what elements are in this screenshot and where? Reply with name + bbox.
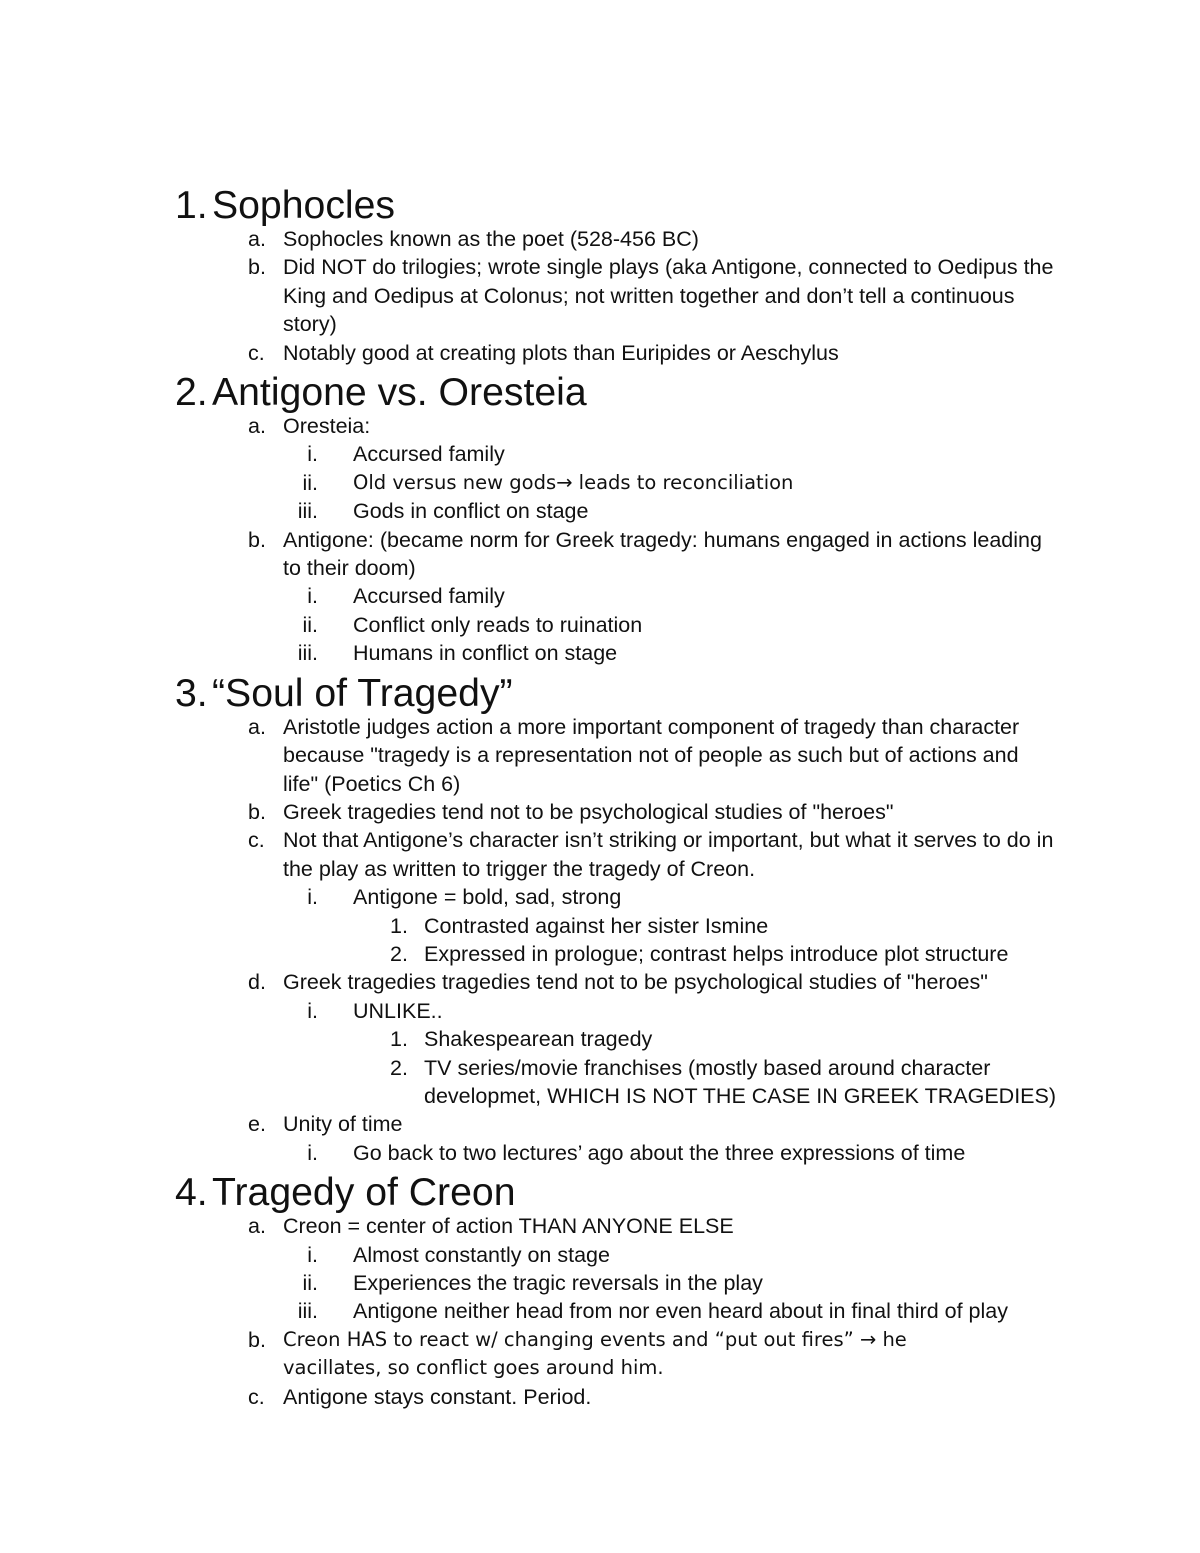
sub-list: [0, 582, 1200, 667]
list-item-text: Oresteia:: [283, 414, 371, 439]
list-item-text: Greek tragedies tragedies tend not to be psychological studies of "heroes": [283, 970, 988, 995]
list-marker: a.: [248, 714, 266, 739]
section-heading: [0, 373, 1200, 413]
list-item: [0, 1110, 1200, 1167]
list-item-text: Contrasted against her sister Ismine: [424, 913, 769, 938]
list-item-text: Almost constantly on stage: [353, 1242, 610, 1267]
list-item-row: [0, 883, 1200, 911]
sub-list: [0, 883, 1200, 968]
list-item: [0, 1326, 1200, 1383]
list-item: [0, 883, 1200, 968]
list-item-row: [0, 469, 1200, 497]
list-item-text: Creon = center of action THAN ANYONE ELSE: [283, 1214, 734, 1239]
section-heading: [0, 186, 1200, 226]
list-marker: 2.: [390, 1055, 408, 1080]
list-item-text: Not that Antigone’s character isn’t striking or important, but what it serves to do in the play as written to trigger the tragedy of Creon.: [283, 828, 1054, 881]
list-item-text: Unity of time: [283, 1112, 403, 1137]
list-item-text: Old versus new gods→ leads to reconciliation: [353, 470, 794, 494]
list-marker: ii.: [302, 1271, 318, 1295]
list-item: [0, 412, 1200, 526]
list-item-text: TV series/movie franchises (mostly based around character developmet, WHICH IS NOT THE CASE IN GREEK TRAGEDIES): [424, 1055, 1057, 1108]
list-marker: 2.: [390, 941, 408, 966]
list-item-row: [0, 1139, 1200, 1167]
list-item: [0, 997, 1200, 1111]
list-marker: b.: [248, 1327, 266, 1352]
list-item-row: [0, 253, 1200, 338]
list-item-text: Antigone = bold, sad, strong: [353, 885, 622, 910]
list-marker: 1.: [390, 1027, 408, 1052]
list-item: [0, 968, 1200, 1110]
list-item-row: [0, 1269, 1200, 1297]
list-item-row: [0, 582, 1200, 610]
list-item-text: Conflict only reads to ruination: [353, 612, 643, 637]
list-item-row: [0, 912, 1200, 940]
list-item-text: UNLIKE..: [353, 998, 443, 1023]
sub-list: [0, 1139, 1200, 1167]
list-item: [0, 1241, 1200, 1269]
list-item-text: Antigone: (became norm for Greek tragedy: humans engaged in actions leading to their doom): [283, 527, 1042, 581]
list-item-row: [0, 526, 1200, 583]
section-heading: [0, 671, 1200, 715]
list-marker: iii.: [297, 499, 318, 524]
list-marker: a.: [248, 227, 266, 251]
list-item-row: [0, 1054, 1200, 1111]
list-item-text: Go back to two lectures’ ago about the three expressions of time: [353, 1140, 966, 1165]
list-item: [0, 1297, 1200, 1325]
list-marker: iii.: [297, 641, 318, 666]
list-item-row: [0, 1241, 1200, 1269]
list-item-row: [0, 1383, 1200, 1411]
section-number: 3.: [175, 671, 208, 715]
list-marker: ii.: [302, 612, 318, 637]
section-title: Tragedy of Creon: [212, 1171, 516, 1215]
list-item: [0, 253, 1200, 338]
list-item-text: Aristotle judges action a more important component of tragedy than character because "tragedy is a representation not of people as such but of actions and life" (Poetics Ch 6): [283, 714, 1020, 796]
section-title: Antigone vs. Oresteia: [212, 371, 587, 415]
list-marker: e.: [248, 1112, 266, 1137]
list-item-row: [0, 1297, 1200, 1325]
list-marker: i.: [307, 584, 318, 609]
list-marker: b.: [248, 527, 266, 552]
list-item-row: [0, 440, 1200, 468]
list-item: [0, 1139, 1200, 1167]
list-item: [0, 912, 1200, 940]
section-antigone-vs-oresteia: [0, 373, 1200, 668]
list-item: [0, 526, 1200, 668]
list-item-row: [0, 339, 1200, 367]
sub-list: [0, 1025, 1200, 1110]
list-item-text: Did NOT do trilogies; wrote single plays (aka Antigone, connected to Oedipus the King and Oedipus at Colonus; not written together and don’t tell a continuous story): [283, 255, 1054, 337]
list-item-text: Creon HAS to react w/ changing events and “put out fires” → he vacillates, so conflict goes around him.: [283, 1327, 907, 1380]
section-number: 2.: [175, 371, 208, 415]
section-soul-of-tragedy: [0, 671, 1200, 1168]
list-item: [0, 940, 1200, 968]
list-item-row: [0, 225, 1200, 253]
list-item: [0, 713, 1200, 798]
list-item: [0, 469, 1200, 497]
list-marker: i.: [307, 1140, 318, 1165]
list-item-text: Antigone neither head from nor even heard about in final third of play: [353, 1299, 1008, 1324]
list-item: [0, 440, 1200, 468]
list-marker: 1.: [390, 913, 408, 938]
list-item-row: [0, 1025, 1200, 1053]
list-marker: c.: [248, 828, 265, 853]
section-number: 1.: [175, 184, 208, 227]
list-marker: a.: [248, 414, 266, 439]
list-item: [0, 1269, 1200, 1297]
sub-list: [0, 1241, 1200, 1326]
list-marker: b.: [248, 255, 266, 280]
list-item-row: [0, 1110, 1200, 1138]
list-item: [0, 1212, 1200, 1326]
list-item-text: Accursed family: [353, 442, 505, 467]
section-title: Sophocles: [212, 184, 396, 227]
list-marker: ii.: [302, 470, 318, 495]
list-marker: b.: [248, 799, 266, 824]
list-item: [0, 611, 1200, 639]
list-item: [0, 1383, 1200, 1411]
list-item-row: [0, 713, 1200, 798]
list-item: [0, 1025, 1200, 1053]
list-item: [0, 826, 1200, 968]
list-item-text: Sophocles known as the poet (528-456 BC): [283, 227, 699, 251]
list-marker: i.: [307, 1242, 318, 1267]
section-heading: [0, 1173, 1200, 1213]
list-item-row: [0, 997, 1200, 1025]
list-item-row: [0, 639, 1200, 667]
list-marker: d.: [248, 970, 266, 995]
list-item-text: Greek tragedies tend not to be psychological studies of "heroes": [283, 799, 894, 824]
list-marker: i.: [307, 885, 318, 910]
list-item-row: [0, 497, 1200, 525]
list-item: [0, 639, 1200, 667]
sub-list: [0, 440, 1200, 525]
section-tragedy-of-creon: [0, 1173, 1200, 1411]
list-marker: i.: [307, 442, 318, 467]
list-item: [0, 497, 1200, 525]
list-item: [0, 798, 1200, 826]
list-item-text: Gods in conflict on stage: [353, 499, 589, 524]
list-marker: i.: [307, 998, 318, 1023]
list-marker: a.: [248, 1214, 266, 1239]
list-item-row: [0, 412, 1200, 440]
list-item-text: Humans in conflict on stage: [353, 641, 618, 666]
list-marker: iii.: [297, 1299, 318, 1324]
list-item-row: [0, 940, 1200, 968]
list-item-text: Notably good at creating plots than Euripides or Aeschylus: [283, 340, 839, 365]
section-number: 4.: [175, 1171, 208, 1215]
list-item-text: Antigone stays constant. Period.: [283, 1384, 592, 1409]
list-item-text: Expressed in prologue; contrast helps introduce plot structure: [424, 941, 1009, 966]
list-item-text: Experiences the tragic reversals in the play: [353, 1271, 763, 1295]
list-item-row: [0, 1326, 1200, 1383]
section-sophocles: [0, 186, 1200, 367]
list-item-text: Accursed family: [353, 584, 505, 609]
list-item-row: [0, 611, 1200, 639]
sub-list: [0, 912, 1200, 969]
list-marker: c.: [248, 340, 265, 365]
list-item-row: [0, 798, 1200, 826]
section-title: “Soul of Tragedy”: [212, 671, 513, 715]
list-item-row: [0, 968, 1200, 996]
notes-outline: [0, 180, 1200, 1411]
sub-list: [0, 997, 1200, 1111]
list-item: [0, 582, 1200, 610]
list-item: [0, 225, 1200, 253]
list-item-row: [0, 826, 1200, 883]
list-item-row: [0, 1212, 1200, 1240]
list-item-text: Shakespearean tragedy: [424, 1027, 653, 1052]
list-marker: c.: [248, 1384, 265, 1409]
list-item: [0, 1054, 1200, 1111]
list-item: [0, 339, 1200, 367]
